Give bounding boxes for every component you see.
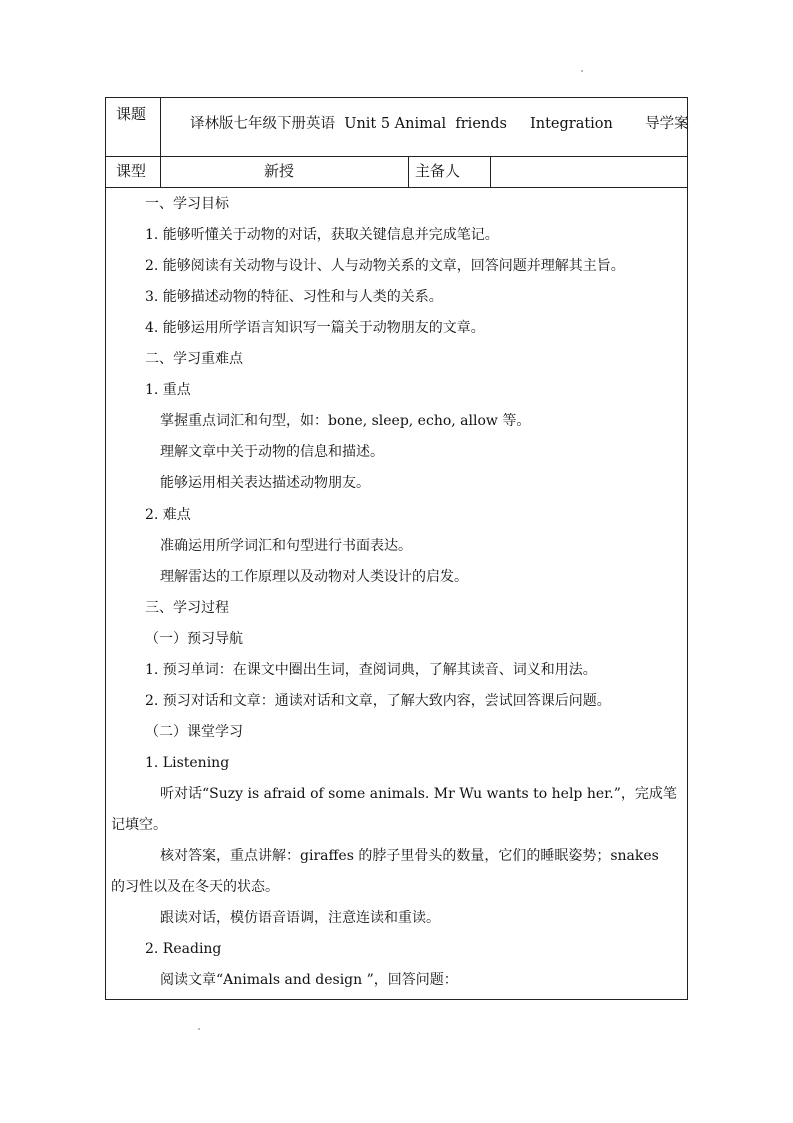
table-divider: [490, 156, 491, 187]
content-line: 理解雷达的工作原理以及动物对人类设计的启发。: [160, 568, 468, 585]
content-line: 的习性以及在冬天的状态。: [111, 879, 279, 896]
table-divider: [408, 156, 409, 187]
content-line: 三、学习过程: [145, 599, 229, 616]
content-line: 准确运用所学词汇和句型进行书面表达。: [160, 537, 412, 554]
content-line: 4. 能够运用所学语言知识写一篇关于动物朋友的文章。: [145, 320, 485, 337]
content-line: 核对答案，重点讲解：giraffes 的脖子里骨头的数量，它们的睡眠姿势；snakes: [160, 848, 659, 865]
lesson-plan-table: [105, 97, 688, 1000]
content-line: 3. 能够描述动物的特征、习性和与人类的关系。: [145, 289, 443, 306]
lesson-title: 译林版七年级下册英语 Unit 5 Animal friends Integration 导学案: [190, 116, 689, 132]
table-divider: [106, 156, 687, 157]
content-line: 理解文章中关于动物的信息和描述。: [160, 444, 384, 461]
content-line: （一）预习导航: [145, 630, 243, 647]
content-line: 2. 预习对话和文章：通读对话和文章，了解大致内容，尝试回答课后问题。: [145, 692, 611, 709]
preparer-label: 主备人: [415, 162, 461, 180]
content-line: 二、学习重难点: [145, 351, 243, 368]
content-line: 记填空。: [111, 817, 167, 833]
content-line: 1. 重点: [145, 382, 191, 399]
content-line: 2. 能够阅读有关动物与设计、人与动物关系的文章，回答问题并理解其主旨。: [145, 258, 625, 275]
content-line: 掌握重点词汇和句型，如：bone, sleep, echo, allow 等。: [160, 413, 531, 430]
content-line: 听对话“Suzy is afraid of some animals. Mr Wu wants to help her.”，完成笔: [160, 785, 677, 802]
scan-dot: [198, 1028, 200, 1030]
content-line: 1. Listening: [145, 754, 230, 771]
type-value: 新授: [264, 162, 295, 180]
title-label: 课题: [116, 105, 147, 123]
scan-dot: [581, 70, 583, 72]
table-divider: [160, 98, 161, 187]
content-line: 1. 能够听懂关于动物的对话，获取关键信息并完成笔记。: [145, 227, 499, 244]
content-line: 一、学习目标: [145, 196, 229, 212]
content-line: 2. Reading: [145, 941, 222, 958]
type-label: 课型: [116, 162, 147, 180]
content-line: 跟读对话，模仿语音语调，注意连读和重读。: [160, 910, 440, 927]
content-line: 能够运用相关表达描述动物朋友。: [160, 475, 370, 492]
content-line: （二）课堂学习: [145, 723, 243, 740]
content-line: 1. 预习单词：在课文中圈出生词，查阅词典，了解其读音、词义和用法。: [145, 661, 597, 678]
content-line: 2. 难点: [145, 506, 191, 523]
table-divider: [106, 187, 687, 188]
content-line: 阅读文章“Animals and design ”，回答问题：: [160, 972, 458, 989]
